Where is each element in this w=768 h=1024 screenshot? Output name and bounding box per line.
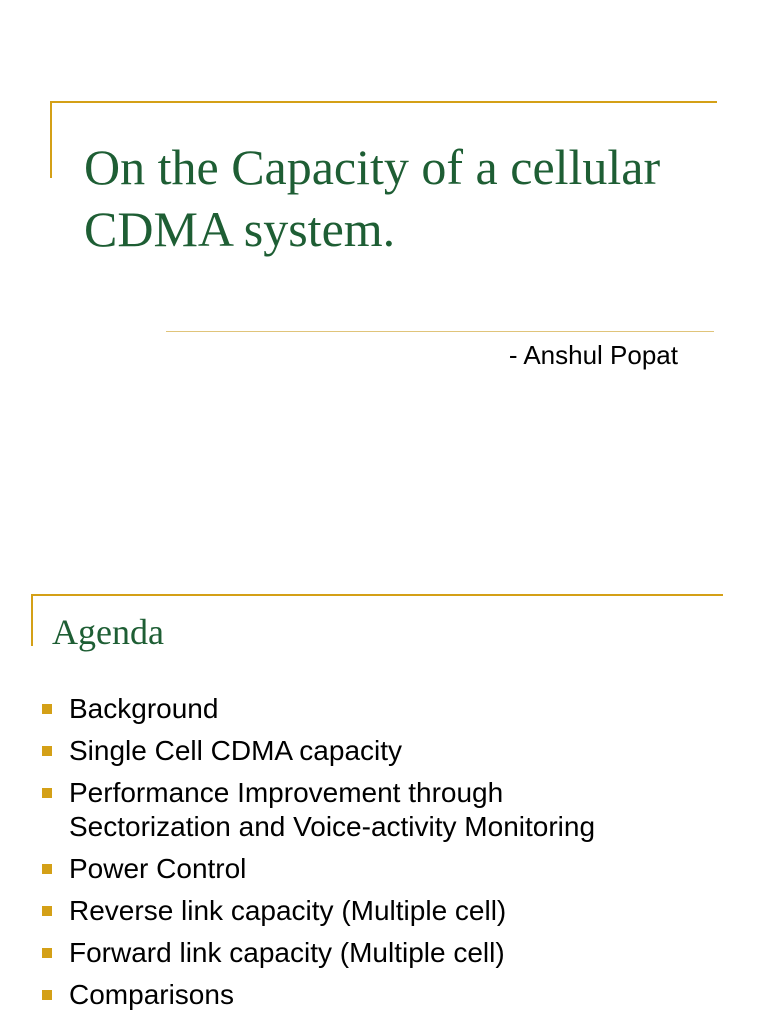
square-bullet-icon bbox=[42, 948, 52, 958]
slide-title bbox=[84, 136, 724, 260]
agenda-item bbox=[42, 776, 742, 844]
agenda-frame-left-rule bbox=[31, 594, 33, 646]
slide-title-line-1: On the Capacity of a cellular bbox=[84, 139, 661, 195]
agenda-item-text: Performance Improvement through bbox=[69, 777, 504, 808]
agenda-item-text-continued: Sectorization and Voice-activity Monitoring bbox=[69, 811, 596, 842]
agenda-item-text: Comparisons bbox=[69, 979, 234, 1010]
agenda-item bbox=[42, 692, 742, 726]
author-name: - Anshul Popat bbox=[508, 340, 678, 370]
agenda-item bbox=[42, 734, 742, 768]
title-frame-left-rule bbox=[50, 101, 52, 178]
agenda-item bbox=[42, 936, 742, 970]
square-bullet-icon bbox=[42, 990, 52, 1000]
slide-title-line-2: CDMA system. bbox=[84, 201, 396, 257]
agenda-list bbox=[42, 692, 742, 1020]
agenda-item bbox=[42, 852, 742, 886]
square-bullet-icon bbox=[42, 864, 52, 874]
agenda-item-text: Single Cell CDMA capacity bbox=[69, 735, 403, 766]
agenda-item-text: Reverse link capacity (Multiple cell) bbox=[69, 895, 507, 926]
square-bullet-icon bbox=[42, 746, 52, 756]
square-bullet-icon bbox=[42, 906, 52, 916]
agenda-frame-top-rule bbox=[31, 594, 723, 596]
agenda-item bbox=[42, 978, 742, 1012]
agenda-item-text: Power Control bbox=[69, 853, 247, 884]
agenda-item-text: Forward link capacity (Multiple cell) bbox=[69, 937, 505, 968]
agenda-item-text: Background bbox=[69, 693, 219, 724]
agenda-heading: Agenda bbox=[52, 612, 164, 652]
subtitle-rule bbox=[166, 331, 714, 332]
square-bullet-icon bbox=[42, 704, 52, 714]
square-bullet-icon bbox=[42, 788, 52, 798]
agenda-slide bbox=[0, 560, 768, 1024]
agenda-item bbox=[42, 894, 742, 928]
title-frame-top-rule bbox=[50, 101, 717, 103]
